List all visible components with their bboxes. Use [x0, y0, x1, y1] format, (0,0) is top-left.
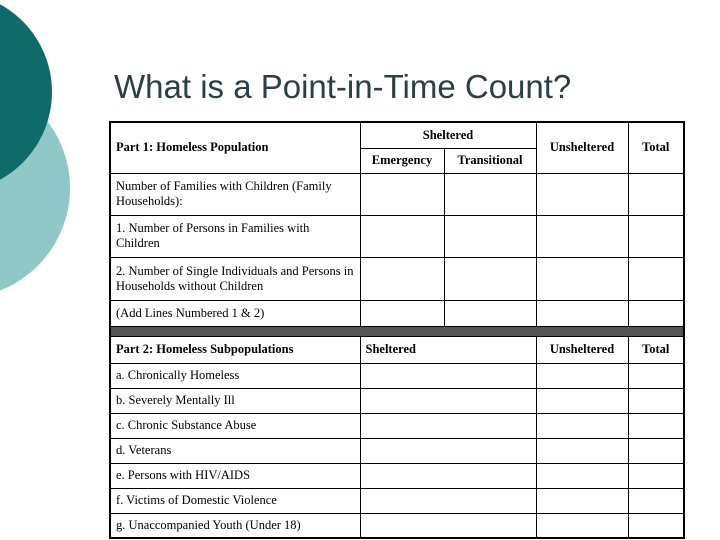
unsheltered-header: Unsheltered: [536, 122, 628, 173]
unsheltered-cell: [536, 438, 628, 463]
table-row: [110, 388, 684, 413]
row-label: d. Veterans: [110, 438, 360, 463]
sheltered-cell: [360, 438, 536, 463]
total-cell: [628, 488, 684, 513]
table-row: [110, 413, 684, 438]
row-label: 1. Number of Persons in Families with Children: [110, 215, 360, 257]
total-cell: [628, 388, 684, 413]
part2-header: Part 2: Homeless Subpopulations: [110, 336, 360, 363]
table-row: [110, 488, 684, 513]
table-row: [110, 438, 684, 463]
total-header: Total: [628, 122, 684, 173]
emergency-header: Emergency: [360, 148, 444, 173]
table-row: [110, 363, 684, 388]
total-cell: [628, 363, 684, 388]
total-cell: [628, 173, 684, 215]
part2-total-header: Total: [628, 336, 684, 363]
table-row: [110, 300, 684, 326]
part2-unsheltered-header: Unsheltered: [536, 336, 628, 363]
unsheltered-cell: [536, 488, 628, 513]
row-label: e. Persons with HIV/AIDS: [110, 463, 360, 488]
sheltered-cell: [360, 363, 536, 388]
part1-header: Part 1: Homeless Population: [110, 122, 360, 173]
transitional-cell: [444, 300, 536, 326]
sheltered-cell: [360, 513, 536, 538]
transitional-header: Transitional: [444, 148, 536, 173]
table-row: [110, 463, 684, 488]
part2-sheltered-header: Sheltered: [360, 336, 536, 363]
row-label: g. Unaccompanied Youth (Under 18): [110, 513, 360, 538]
slide-title: What is a Point-in-Time Count?: [114, 68, 572, 105]
emergency-cell: [360, 257, 444, 300]
row-label: (Add Lines Numbered 1 & 2): [110, 300, 360, 326]
table-row: [110, 513, 684, 538]
transitional-cell: [444, 257, 536, 300]
unsheltered-cell: [536, 388, 628, 413]
row-label: 2. Number of Single Individuals and Persons in Households without Children: [110, 257, 360, 300]
sheltered-cell: [360, 413, 536, 438]
total-cell: [628, 463, 684, 488]
total-cell: [628, 438, 684, 463]
total-cell: [628, 513, 684, 538]
total-cell: [628, 300, 684, 326]
sheltered-cell: [360, 463, 536, 488]
table-row: [110, 173, 684, 215]
emergency-cell: [360, 300, 444, 326]
row-label: f. Victims of Domestic Violence: [110, 488, 360, 513]
total-cell: [628, 257, 684, 300]
point-in-time-table: [109, 121, 685, 539]
unsheltered-cell: [536, 463, 628, 488]
row-label: Number of Families with Children (Family Households):: [110, 173, 360, 215]
unsheltered-cell: [536, 413, 628, 438]
emergency-cell: [360, 215, 444, 257]
emergency-cell: [360, 173, 444, 215]
table-row: [110, 257, 684, 300]
transitional-cell: [444, 215, 536, 257]
decorative-circles: [0, 0, 80, 300]
row-label: c. Chronic Substance Abuse: [110, 413, 360, 438]
unsheltered-cell: [536, 257, 628, 300]
sheltered-cell: [360, 388, 536, 413]
section-separator: [110, 326, 684, 336]
row-label: b. Severely Mentally Ill: [110, 388, 360, 413]
transitional-cell: [444, 173, 536, 215]
total-cell: [628, 413, 684, 438]
sheltered-header: Sheltered: [360, 122, 536, 148]
row-label: a. Chronically Homeless: [110, 363, 360, 388]
unsheltered-cell: [536, 300, 628, 326]
unsheltered-cell: [536, 363, 628, 388]
table-row: [110, 215, 684, 257]
sheltered-cell: [360, 488, 536, 513]
total-cell: [628, 215, 684, 257]
unsheltered-cell: [536, 513, 628, 538]
unsheltered-cell: [536, 173, 628, 215]
unsheltered-cell: [536, 215, 628, 257]
